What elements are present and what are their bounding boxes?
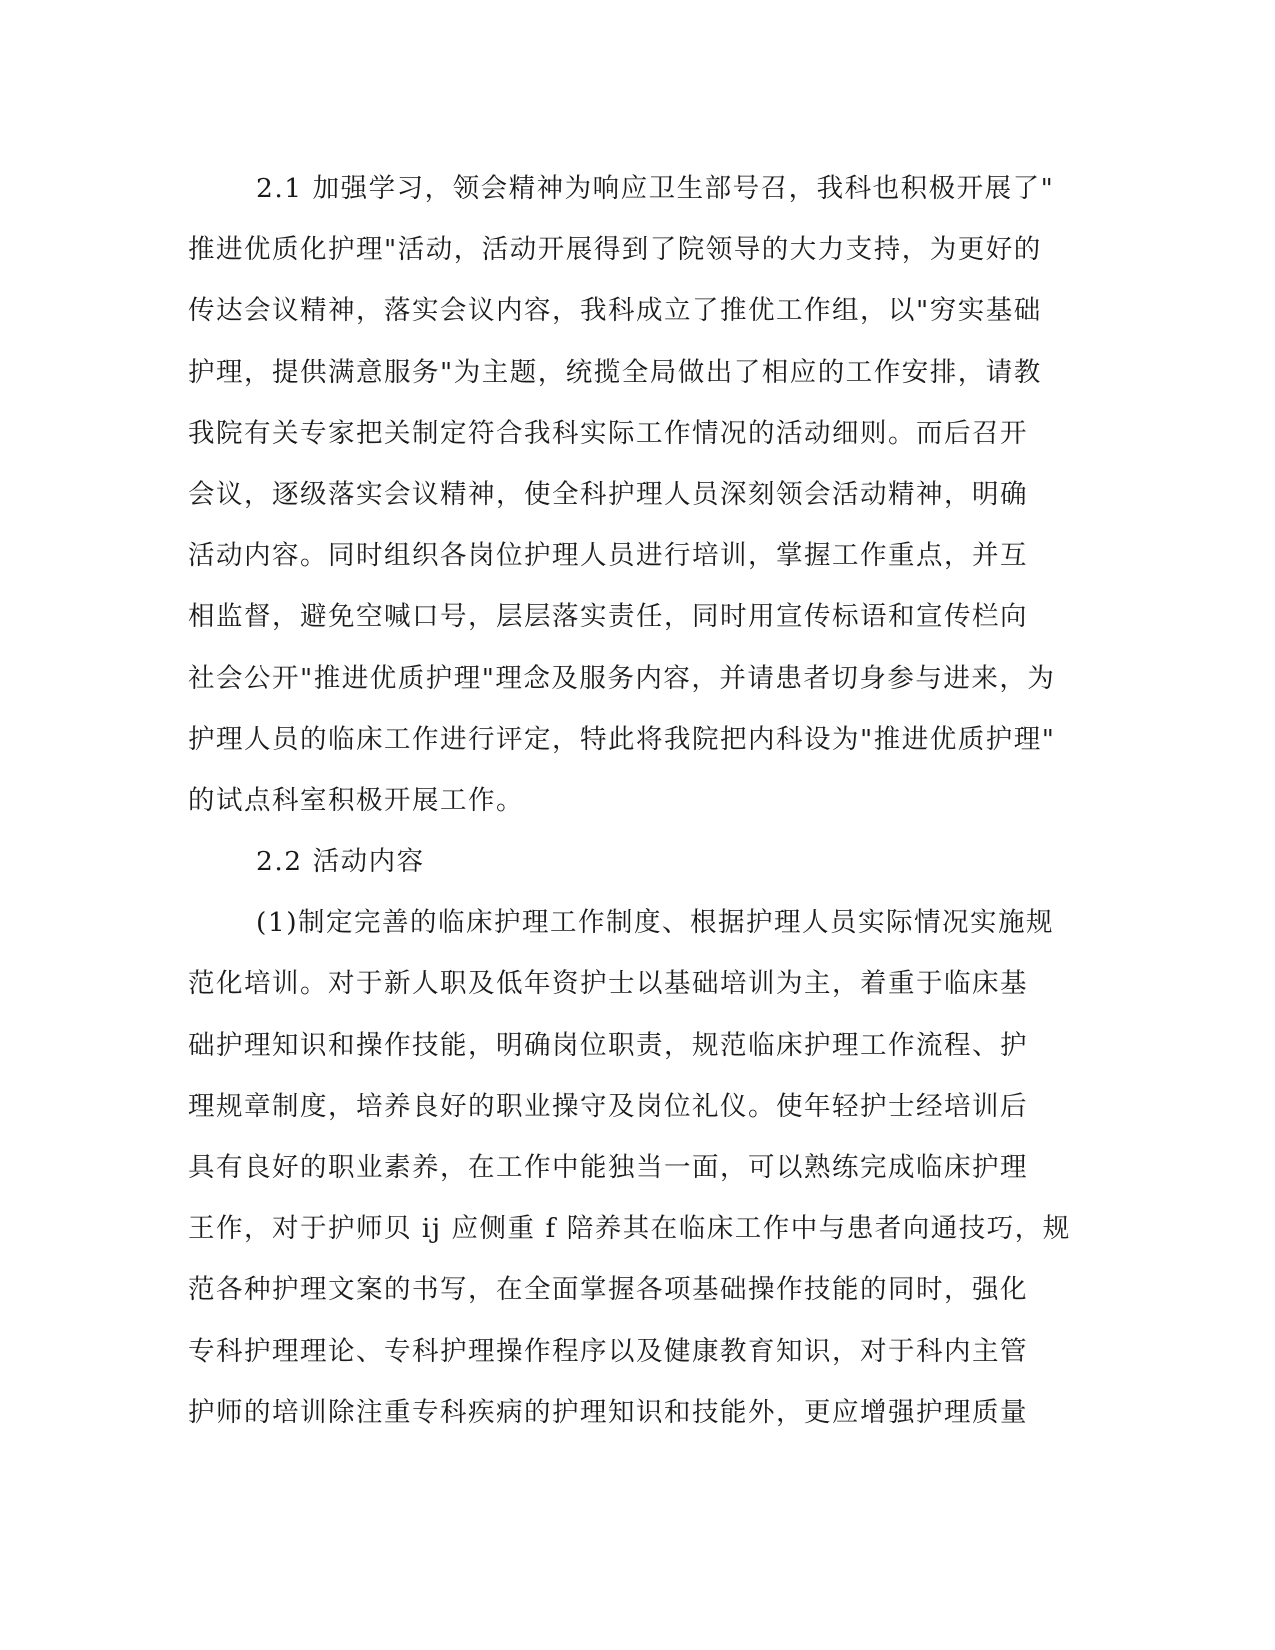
text-line: 护理，提供满意服务"为主题，统揽全局做出了相应的工作安排，请教 (188, 356, 1042, 388)
text-line: 理规章制度，培养良好的职业操守及岗位礼仪。使年轻护士经培训后 (188, 1090, 1028, 1122)
text-line: 2.1 加强学习，领会精神为响应卫生部号召，我科也积极开展了" (256, 173, 1055, 204)
body-text (188, 158, 1078, 1443)
text-line: 专科护理理论、专科护理操作程序以及健康教育知识，对于科内主管 (188, 1335, 1028, 1367)
text-line: 范化培训。对于新人职及低年资护士以基础培训为主，着重于临床基 (188, 968, 1028, 1000)
text-line: (1)制定完善的临床护理工作制度、根据护理人员实际情况实施规 (256, 907, 1055, 939)
text-line: 传达会议精神，落实会议内容，我科成立了推优工作组，以"穷实基础 (188, 295, 1042, 327)
text-line: 会议，逐级落实会议精神，使全科护理人员深刻领会活动精神，明确 (188, 478, 1028, 510)
text-line: 相监督，避免空喊口号，层层落实责任，同时用宣传标语和宣传栏向 (188, 601, 1028, 633)
text-line: 我院有关专家把关制定符合我科实际工作情况的活动细则。而后召开 (188, 417, 1028, 449)
text-line: 社会公开"推进优质护理"理念及服务内容，并请患者切身参与进来，为 (188, 662, 1056, 694)
section-heading: 2.2 活动内容 (256, 846, 425, 878)
text-line: 活动内容。同时组织各岗位护理人员进行培训，掌握工作重点，并互 (188, 540, 1028, 572)
text-line: 护理人员的临床工作进行评定，特此将我院把内科设为"推进优质护理" (188, 723, 1056, 755)
text-line: 王作，对于护师贝 ij 应侧重 f 陪养其在临床工作中与患者向通技巧，规 (188, 1213, 1071, 1245)
text-line: 础护理知识和操作技能，明确岗位职责，规范临床护理工作流程、护 (188, 1029, 1028, 1061)
text-line: 护师的培训除注重专科疾病的护理知识和技能外，更应增强护理质量 (188, 1396, 1028, 1428)
text-line: 推进优质化护理"活动，活动开展得到了院领导的大力支持，为更好的 (188, 234, 1042, 266)
text-line: 的试点科室积极开展工作。 (188, 784, 524, 816)
text-line: 范各种护理文案的书写，在全面掌握各项基础操作技能的同时，强化 (188, 1274, 1028, 1306)
text-line: 具有良好的职业素养，在工作中能独当一面，可以熟练完成临床护理 (188, 1152, 1028, 1183)
